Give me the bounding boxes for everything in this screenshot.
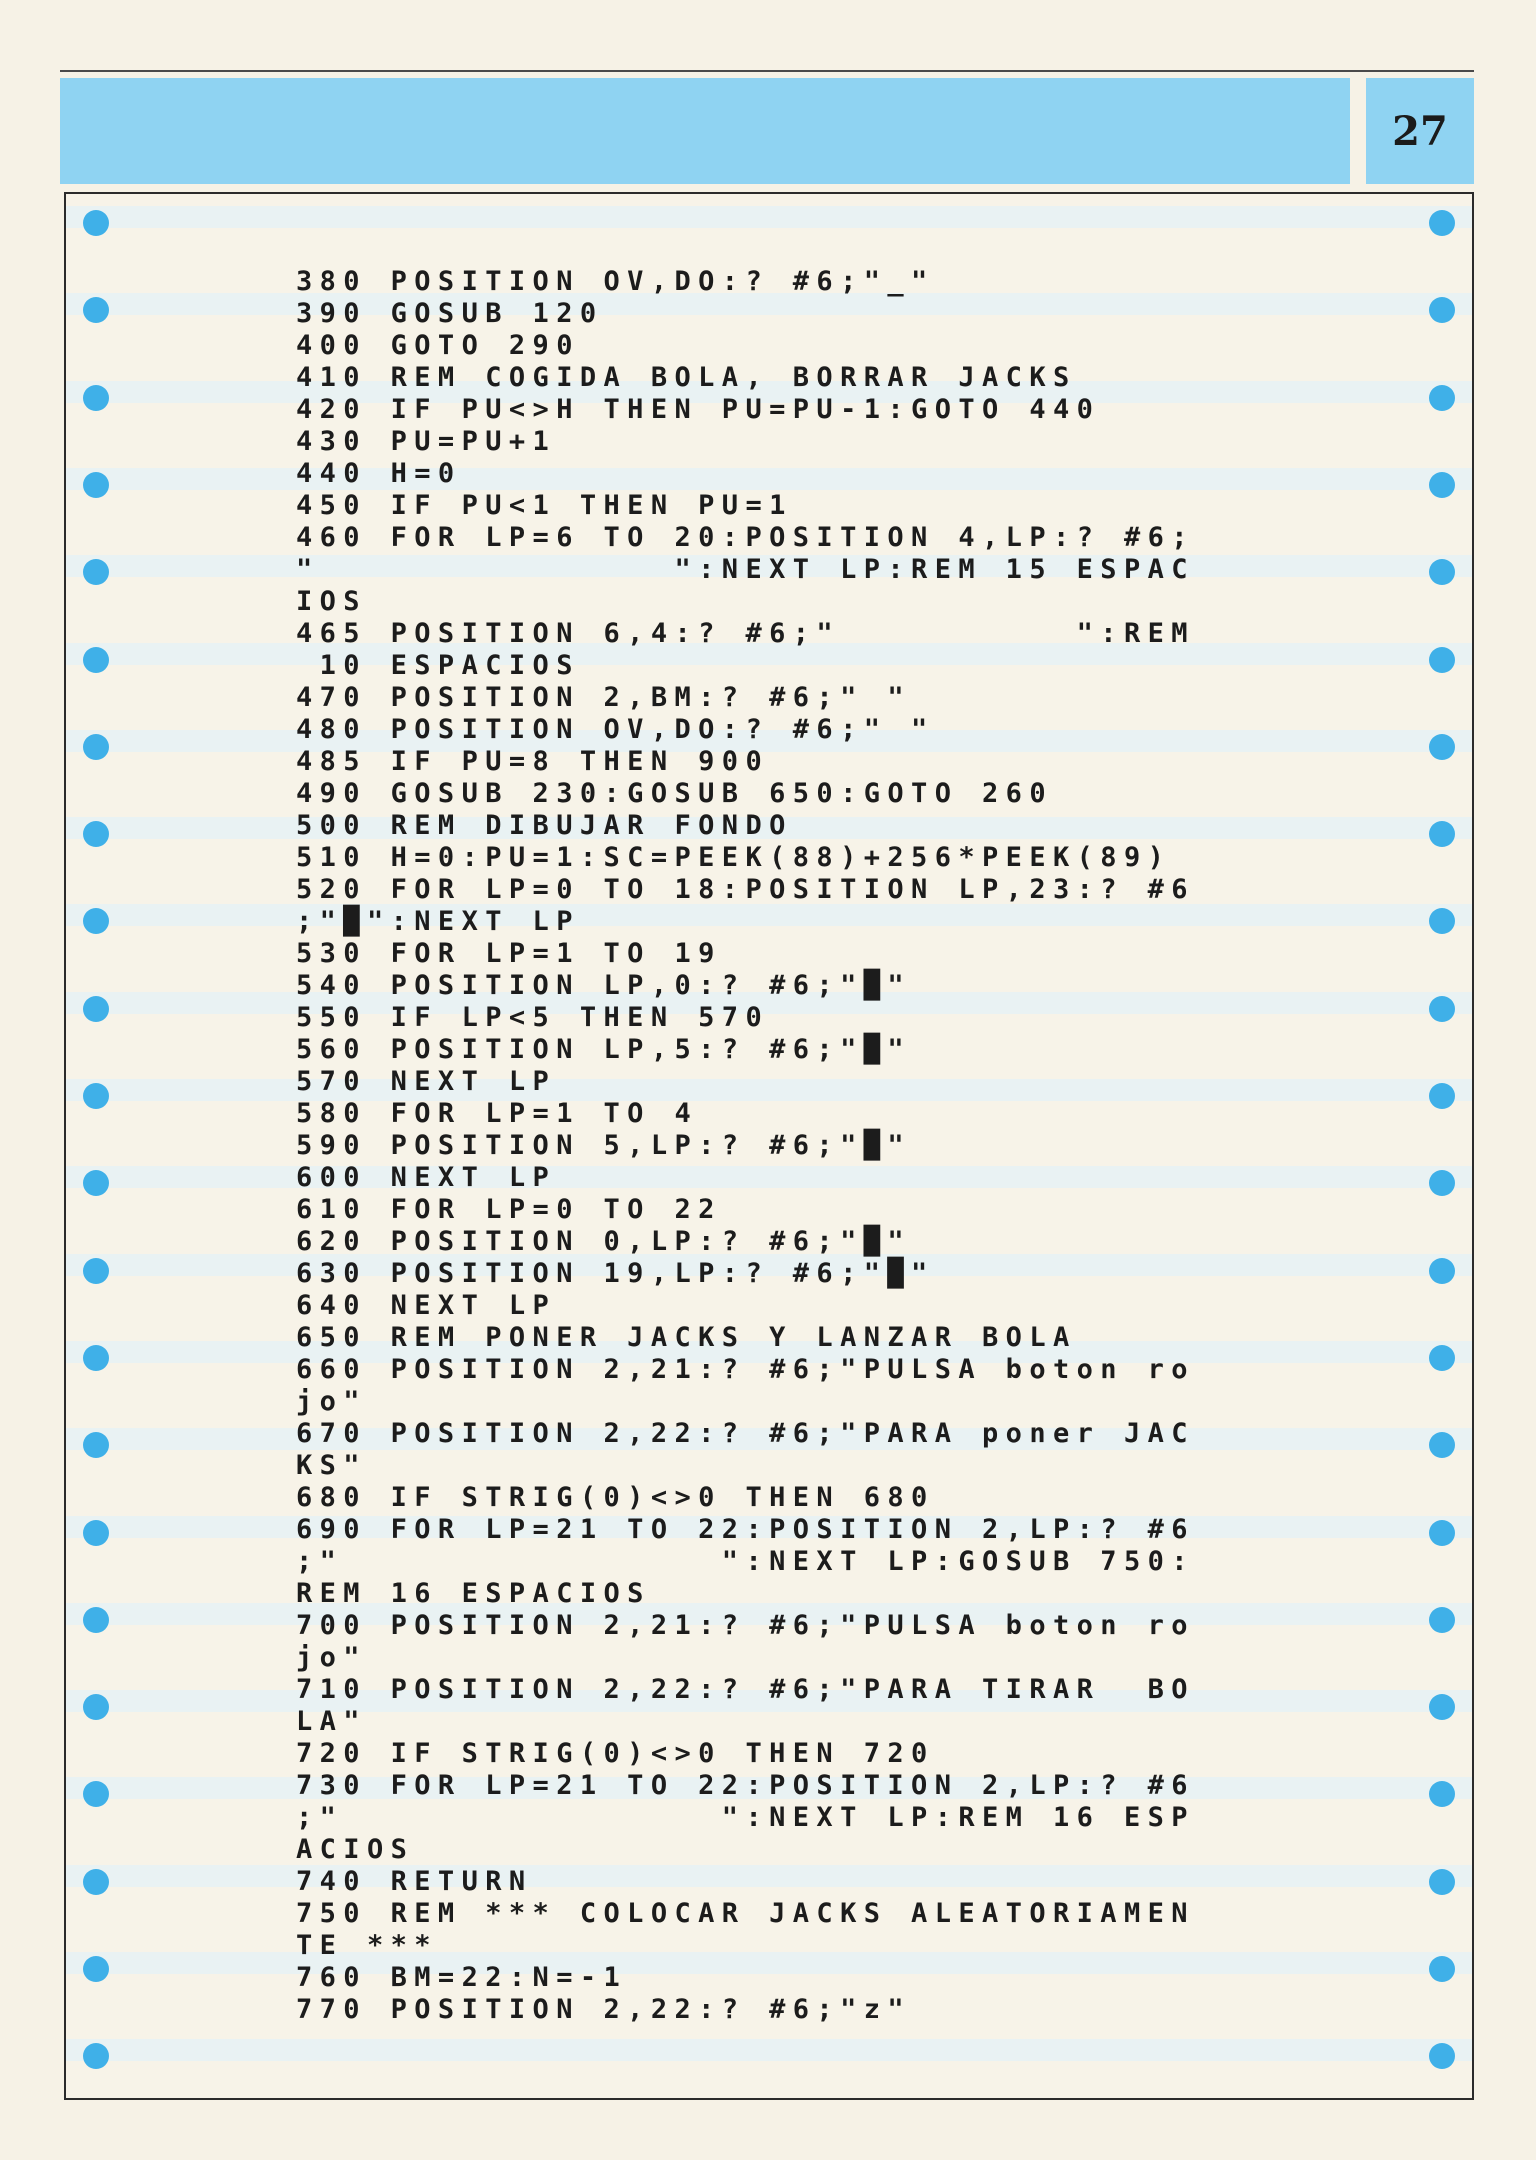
perforation-hole: [83, 1258, 109, 1284]
perforation-hole: [1429, 1607, 1455, 1633]
code-line: KS": [296, 1450, 367, 1481]
code-line: LA": [296, 1706, 367, 1737]
code-line: ;"█":NEXT LP: [296, 906, 580, 937]
code-line: 460 FOR LP=6 TO 20:POSITION 4,LP:? #6;: [296, 522, 1195, 553]
perforation-hole: [1429, 2043, 1455, 2069]
perforation-hole: [1429, 996, 1455, 1022]
code-line: 580 FOR LP=1 TO 4: [296, 1098, 699, 1129]
perforation-hole: [1429, 908, 1455, 934]
perforation-hole: [83, 1083, 109, 1109]
perforation-hole: [1429, 385, 1455, 411]
code-line: 465 POSITION 6,4:? #6;" ":REM: [296, 618, 1195, 649]
perforation-hole: [83, 1345, 109, 1371]
perforation-hole: [83, 996, 109, 1022]
code-line: 680 IF STRIG(0)<>0 THEN 680: [296, 1482, 935, 1513]
perforation-holes-right: [1429, 194, 1455, 2098]
code-line: 740 RETURN: [296, 1866, 533, 1897]
paper-stripe: [66, 2039, 1472, 2061]
top-rule: [60, 70, 1474, 72]
perforation-hole: [1429, 1694, 1455, 1720]
perforation-hole: [1429, 1083, 1455, 1109]
code-line: IOS: [296, 586, 367, 617]
code-line: 470 POSITION 2,BM:? #6;" ": [296, 682, 912, 713]
perforation-hole: [83, 1607, 109, 1633]
perforation-hole: [83, 1170, 109, 1196]
code-line: ;" ":NEXT LP:GOSUB 750:: [296, 1546, 1195, 1577]
perforation-hole: [83, 908, 109, 934]
code-line: 485 IF PU=8 THEN 900: [296, 746, 770, 777]
perforation-hole: [83, 821, 109, 847]
code-line: 760 BM=22:N=-1: [296, 1962, 628, 1993]
code-line: 490 GOSUB 230:GOSUB 650:GOTO 260: [296, 778, 1053, 809]
perforation-hole: [1429, 210, 1455, 236]
code-line: 540 POSITION LP,0:? #6;"█": [296, 970, 912, 1001]
listing-frame: [64, 192, 1474, 2100]
perforation-hole: [1429, 1956, 1455, 1982]
perforation-holes-left: [83, 194, 109, 2098]
perforation-hole: [83, 2043, 109, 2069]
perforation-hole: [83, 1869, 109, 1895]
code-line: 560 POSITION LP,5:? #6;"█": [296, 1034, 912, 1065]
code-line: 730 FOR LP=21 TO 22:POSITION 2,LP:? #6: [296, 1770, 1195, 1801]
code-line: 550 IF LP<5 THEN 570: [296, 1002, 770, 1033]
perforation-hole: [83, 1956, 109, 1982]
code-line: 600 NEXT LP: [296, 1162, 557, 1193]
perforation-hole: [1429, 1258, 1455, 1284]
code-line: 430 PU=PU+1: [296, 426, 557, 457]
perforation-hole: [83, 1694, 109, 1720]
perforation-hole: [83, 297, 109, 323]
code-line: 700 POSITION 2,21:? #6;"PULSA boton ro: [296, 1610, 1195, 1641]
page-number-box: [1366, 78, 1474, 184]
perforation-hole: [83, 1432, 109, 1458]
code-line: 570 NEXT LP: [296, 1066, 557, 1097]
code-line: 410 REM COGIDA BOLA, BORRAR JACKS: [296, 362, 1077, 393]
perforation-hole: [83, 559, 109, 585]
code-line: 750 REM *** COLOCAR JACKS ALEATORIAMEN: [296, 1898, 1195, 1929]
perforation-hole: [1429, 559, 1455, 585]
code-line: 440 H=0: [296, 458, 462, 489]
code-line: 690 FOR LP=21 TO 22:POSITION 2,LP:? #6: [296, 1514, 1195, 1545]
perforation-hole: [83, 734, 109, 760]
paper-stripe: [66, 206, 1472, 228]
perforation-hole: [1429, 1432, 1455, 1458]
code-line: " ":NEXT LP:REM 15 ESPAC: [296, 554, 1195, 585]
perforation-hole: [1429, 1520, 1455, 1546]
code-line: 500 REM DIBUJAR FONDO: [296, 810, 793, 841]
perforation-hole: [83, 1520, 109, 1546]
code-line: 390 GOSUB 120: [296, 298, 604, 329]
code-line: 450 IF PU<1 THEN PU=1: [296, 490, 793, 521]
code-line: ;" ":NEXT LP:REM 16 ESP: [296, 1802, 1195, 1833]
code-line: 710 POSITION 2,22:? #6;"PARA TIRAR BO: [296, 1674, 1195, 1705]
perforation-hole: [1429, 297, 1455, 323]
code-line: 510 H=0:PU=1:SC=PEEK(88)+256*PEEK(89): [296, 842, 1172, 873]
code-line: 10 ESPACIOS: [296, 650, 580, 681]
code-line: 650 REM PONER JACKS Y LANZAR BOLA: [296, 1322, 1077, 1353]
perforation-hole: [1429, 1345, 1455, 1371]
code-line: 530 FOR LP=1 TO 19: [296, 938, 722, 969]
code-line: 520 FOR LP=0 TO 18:POSITION LP,23:? #6: [296, 874, 1195, 905]
perforation-hole: [83, 210, 109, 236]
header-band: [60, 78, 1350, 184]
basic-program-listing: [296, 266, 1296, 2026]
perforation-hole: [83, 647, 109, 673]
page-number: 27: [1392, 107, 1448, 155]
code-line: 420 IF PU<>H THEN PU=PU-1:GOTO 440: [296, 394, 1101, 425]
code-line: TE ***: [296, 1930, 438, 1961]
perforation-hole: [1429, 1170, 1455, 1196]
perforation-hole: [1429, 734, 1455, 760]
code-line: 380 POSITION OV,DO:? #6;"_": [296, 266, 935, 297]
perforation-hole: [1429, 1869, 1455, 1895]
perforation-hole: [83, 472, 109, 498]
code-line: 660 POSITION 2,21:? #6;"PULSA boton ro: [296, 1354, 1195, 1385]
code-line: 400 GOTO 290: [296, 330, 580, 361]
code-line: 640 NEXT LP: [296, 1290, 557, 1321]
perforation-hole: [83, 1781, 109, 1807]
code-line: 670 POSITION 2,22:? #6;"PARA poner JAC: [296, 1418, 1195, 1449]
code-line: ACIOS: [296, 1834, 415, 1865]
code-line: REM 16 ESPACIOS: [296, 1578, 651, 1609]
perforation-hole: [1429, 647, 1455, 673]
code-line: 610 FOR LP=0 TO 22: [296, 1194, 722, 1225]
perforation-hole: [1429, 1781, 1455, 1807]
code-line: jo": [296, 1386, 367, 1417]
code-line: jo": [296, 1642, 367, 1673]
code-line: 620 POSITION 0,LP:? #6;"█": [296, 1226, 912, 1257]
code-line: 590 POSITION 5,LP:? #6;"█": [296, 1130, 912, 1161]
code-line: 630 POSITION 19,LP:? #6;"█": [296, 1258, 935, 1289]
code-line: 480 POSITION OV,DO:? #6;" ": [296, 714, 935, 745]
code-line: 720 IF STRIG(0)<>0 THEN 720: [296, 1738, 935, 1769]
perforation-hole: [83, 385, 109, 411]
perforation-hole: [1429, 472, 1455, 498]
perforation-hole: [1429, 821, 1455, 847]
code-line: 770 POSITION 2,22:? #6;"z": [296, 1994, 912, 2025]
